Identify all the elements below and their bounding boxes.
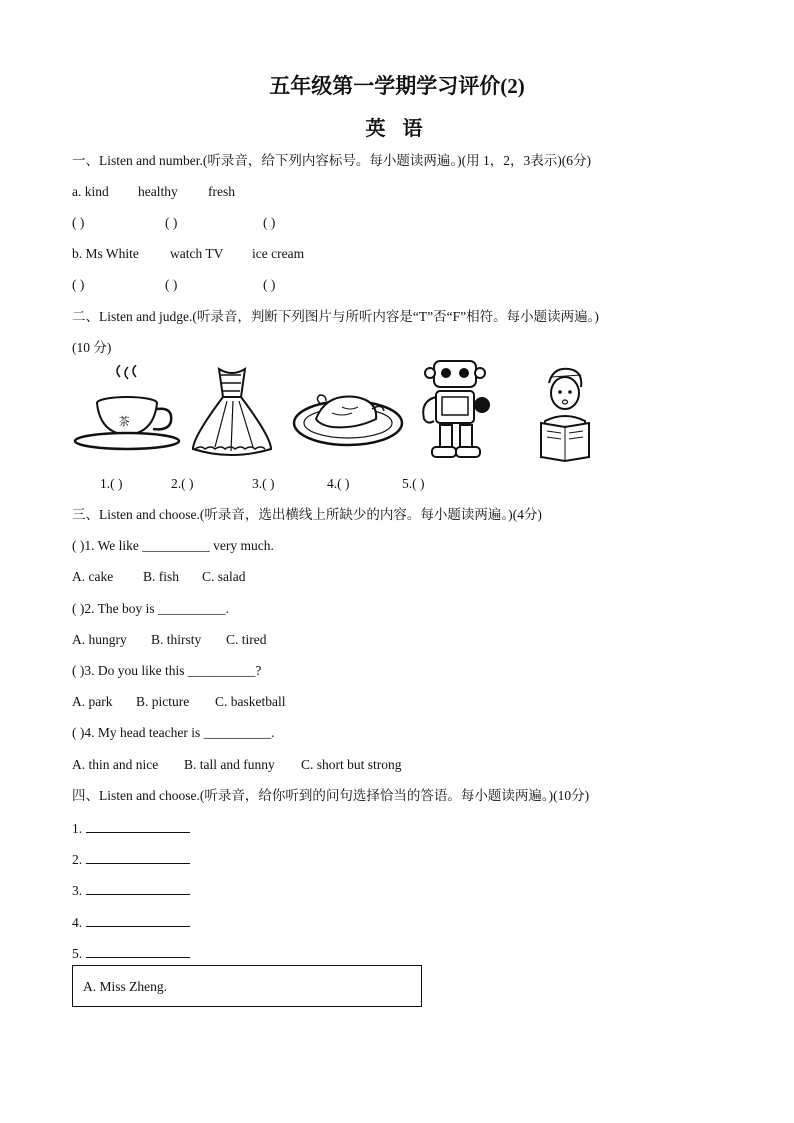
answer-number: 1. <box>72 821 83 836</box>
answer-line-3[interactable] <box>72 880 190 900</box>
section-3-heading: 三、Listen and choose.(听录音，选出横线上所缺少的内容。每小题读两遍。)(4分) <box>72 507 542 522</box>
subject-title: 英 语 <box>365 118 429 140</box>
answer-line-1[interactable] <box>72 818 190 838</box>
boy-reading-picture <box>527 365 602 465</box>
question-4: ( )4. My head teacher is __________. <box>72 725 275 740</box>
answer-number: 4. <box>72 915 83 930</box>
answer-blank[interactable] <box>86 818 190 833</box>
q3-option-a: A. park <box>72 694 113 709</box>
answer-blank[interactable] <box>86 943 190 958</box>
cup-character: 茶 <box>118 415 130 428</box>
q4-option-c: C. short but strong <box>301 757 402 772</box>
s1-row-b-item-1: b. Ms White <box>72 246 139 261</box>
s1-row-a-item-1: a. kind <box>72 184 109 199</box>
section-1-heading: 一、Listen and number.(听录音，给下列内容标号。每小题读两遍。)(用 1，2，3表示)(6分) <box>72 153 591 168</box>
roast-chicken-picture <box>292 365 404 455</box>
answer-blank[interactable] <box>86 912 190 927</box>
q3-option-c: C. basketball <box>215 694 286 709</box>
section-2-heading: 二、Listen and judge.(听录音，判断下列图片与所听内容是“T”否“F”相符。每小题读两遍。) <box>72 309 599 324</box>
judge-answer-2[interactable]: 2.( ) <box>171 476 194 491</box>
q1-option-b: B. fish <box>143 569 180 584</box>
answer-line-2[interactable] <box>72 849 190 869</box>
judge-answer-1[interactable]: 1.( ) <box>100 476 123 491</box>
judge-answer-4[interactable]: 4.( ) <box>327 476 350 491</box>
answer-line-5[interactable] <box>72 943 190 963</box>
answer-number: 3. <box>72 883 83 898</box>
answer-blank[interactable] <box>86 880 190 895</box>
answer-line-4[interactable] <box>72 912 190 932</box>
judge-answer-3[interactable]: 3.( ) <box>252 476 275 491</box>
q1-option-a: A. cake <box>72 569 114 584</box>
q4-option-a: A. thin and nice <box>72 757 159 772</box>
s1-answer-paren[interactable]: ( ) <box>263 215 276 230</box>
s1-answer-paren[interactable]: ( ) <box>263 277 276 292</box>
s1-row-b-item-2: watch TV <box>170 246 224 261</box>
section-4-heading: 四、Listen and choose.(听录音，给你听到的问句选择恰当的答语。每小题读两遍。)(10分) <box>72 788 590 803</box>
s1-answer-paren[interactable]: ( ) <box>72 277 85 292</box>
s1-row-b-item-3: ice cream <box>252 246 305 261</box>
s1-row-a-item-3: fresh <box>208 184 235 199</box>
q3-option-b: B. picture <box>136 694 190 709</box>
q1-option-c: C. salad <box>202 569 246 584</box>
answer-number: 5. <box>72 946 83 961</box>
dress-picture <box>187 365 277 460</box>
q2-option-c: C. tired <box>226 632 267 647</box>
question-1: ( )1. We like __________ very much. <box>72 538 274 553</box>
q2-option-a: A. hungry <box>72 632 127 647</box>
tea-cup-picture <box>72 365 182 455</box>
s1-answer-paren[interactable]: ( ) <box>165 215 178 230</box>
robot-picture <box>412 357 502 462</box>
q2-option-b: B. thirsty <box>151 632 202 647</box>
picture-row <box>72 365 612 465</box>
option-a-text: A. Miss Zheng. <box>83 979 167 994</box>
answer-number: 2. <box>72 852 83 867</box>
page-title: 五年级第一学期学习评价(2) <box>269 74 525 98</box>
answer-options-box <box>72 965 422 1007</box>
q4-option-b: B. tall and funny <box>184 757 275 772</box>
question-2: ( )2. The boy is __________. <box>72 601 229 616</box>
s1-row-a-item-2: healthy <box>138 184 178 199</box>
question-3: ( )3. Do you like this __________? <box>72 663 262 678</box>
s1-answer-paren[interactable]: ( ) <box>165 277 178 292</box>
section-2-score: (10 分) <box>72 340 112 355</box>
answer-blank[interactable] <box>86 849 190 864</box>
s1-answer-paren[interactable]: ( ) <box>72 215 85 230</box>
judge-answer-5[interactable]: 5.( ) <box>402 476 425 491</box>
